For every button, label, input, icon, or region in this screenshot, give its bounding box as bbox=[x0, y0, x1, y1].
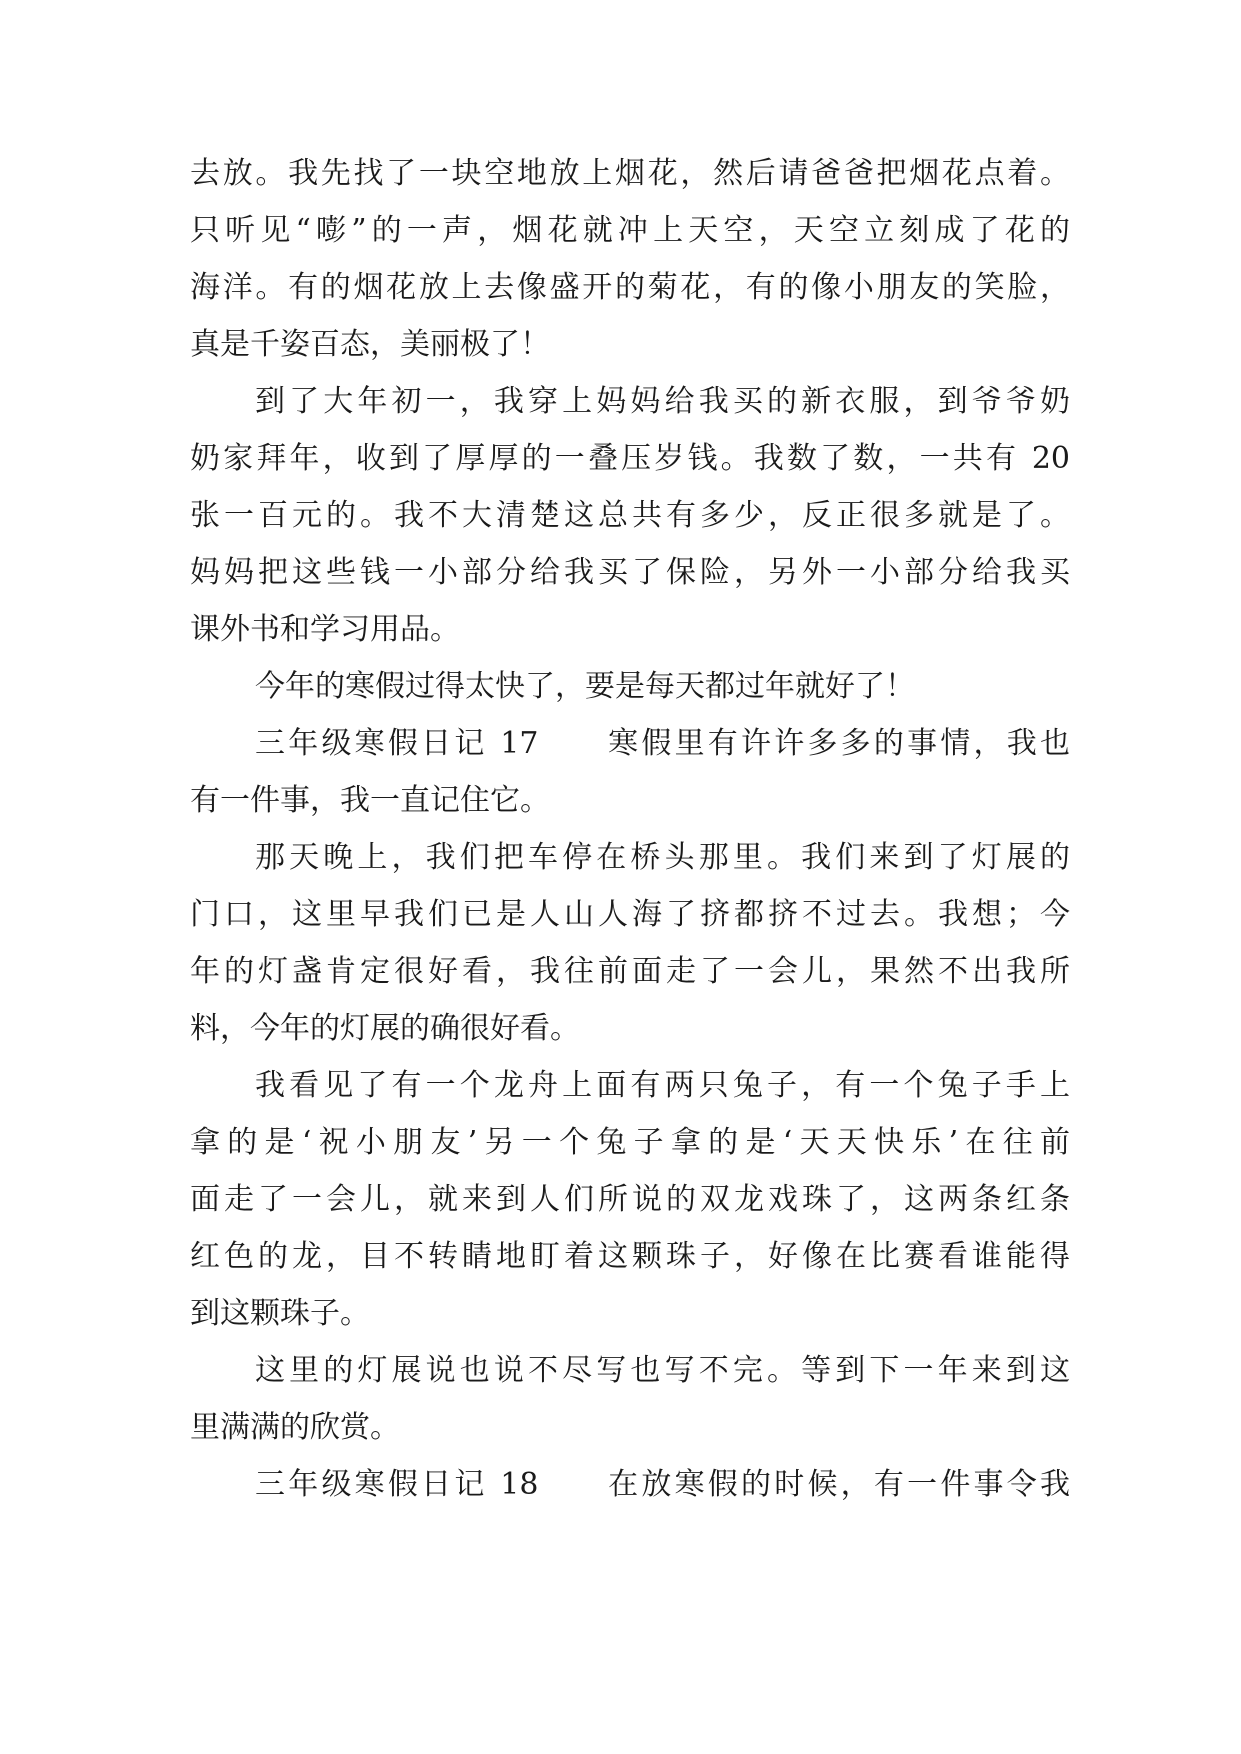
text-line-9: 课外书和学习用品。 bbox=[190, 612, 460, 647]
text-line-20: 红色的龙，目不转睛地盯着这颗珠子，好像在比赛看谁能得 bbox=[190, 1239, 1070, 1274]
text-line-16: 料，今年的灯展的确很好看。 bbox=[190, 1011, 580, 1046]
text-line-6: 奶家拜年，收到了厚厚的一叠压岁钱。我数了数，一共有 20 bbox=[190, 441, 1070, 476]
text-line-3: 海洋。有的烟花放上去像盛开的菊花，有的像小朋友的笑脸， bbox=[190, 270, 1070, 305]
text-line-14: 门口，这里早我们已是人山人海了挤都挤不过去。我想；今 bbox=[190, 897, 1070, 932]
text-line-1: 去放。我先找了一块空地放上烟花，然后请爸爸把烟花点着。 bbox=[190, 156, 1070, 191]
text-line-13: 那天晚上，我们把车停在桥头那里。我们来到了灯展的 bbox=[255, 840, 1070, 875]
text-line-21: 到这颗珠子。 bbox=[190, 1296, 370, 1331]
text-line-12: 有一件事，我一直记住它。 bbox=[190, 783, 550, 818]
text-line-22: 这里的灯展说也说不尽写也写不完。等到下一年来到这 bbox=[255, 1353, 1070, 1388]
text-line-10: 今年的寒假过得太快了，要是每天都过年就好了！ bbox=[255, 669, 915, 704]
text-line-18: 拿的是‘祝小朋友’另一个兔子拿的是‘天天快乐’在往前 bbox=[190, 1125, 1070, 1160]
text-line-17: 我看见了有一个龙舟上面有两只兔子，有一个兔子手上 bbox=[255, 1068, 1070, 1103]
text-line-23: 里满满的欣赏。 bbox=[190, 1410, 400, 1445]
text-line-5: 到了大年初一，我穿上妈妈给我买的新衣服，到爷爷奶 bbox=[255, 384, 1070, 419]
text-line-19: 面走了一会儿，就来到人们所说的双龙戏珠了，这两条红条 bbox=[190, 1182, 1070, 1217]
text-line-4: 真是千姿百态，美丽极了！ bbox=[190, 327, 550, 362]
text-line-8: 妈妈把这些钱一小部分给我买了保险，另外一小部分给我买 bbox=[190, 555, 1070, 590]
text-line-2: 只听见“嘭”的一声，烟花就冲上天空，天空立刻成了花的 bbox=[190, 213, 1070, 248]
text-line-15: 年的灯盏肯定很好看，我往前面走了一会儿，果然不出我所 bbox=[190, 954, 1070, 989]
diary-heading-17: 三年级寒假日记 17 寒假里有许许多多的事情，我也 bbox=[255, 726, 1070, 761]
diary-heading-18: 三年级寒假日记 18 在放寒假的时候，有一件事令我 bbox=[255, 1467, 1070, 1502]
text-line-7: 张一百元的。我不大清楚这总共有多少，反正很多就是了。 bbox=[190, 498, 1070, 533]
